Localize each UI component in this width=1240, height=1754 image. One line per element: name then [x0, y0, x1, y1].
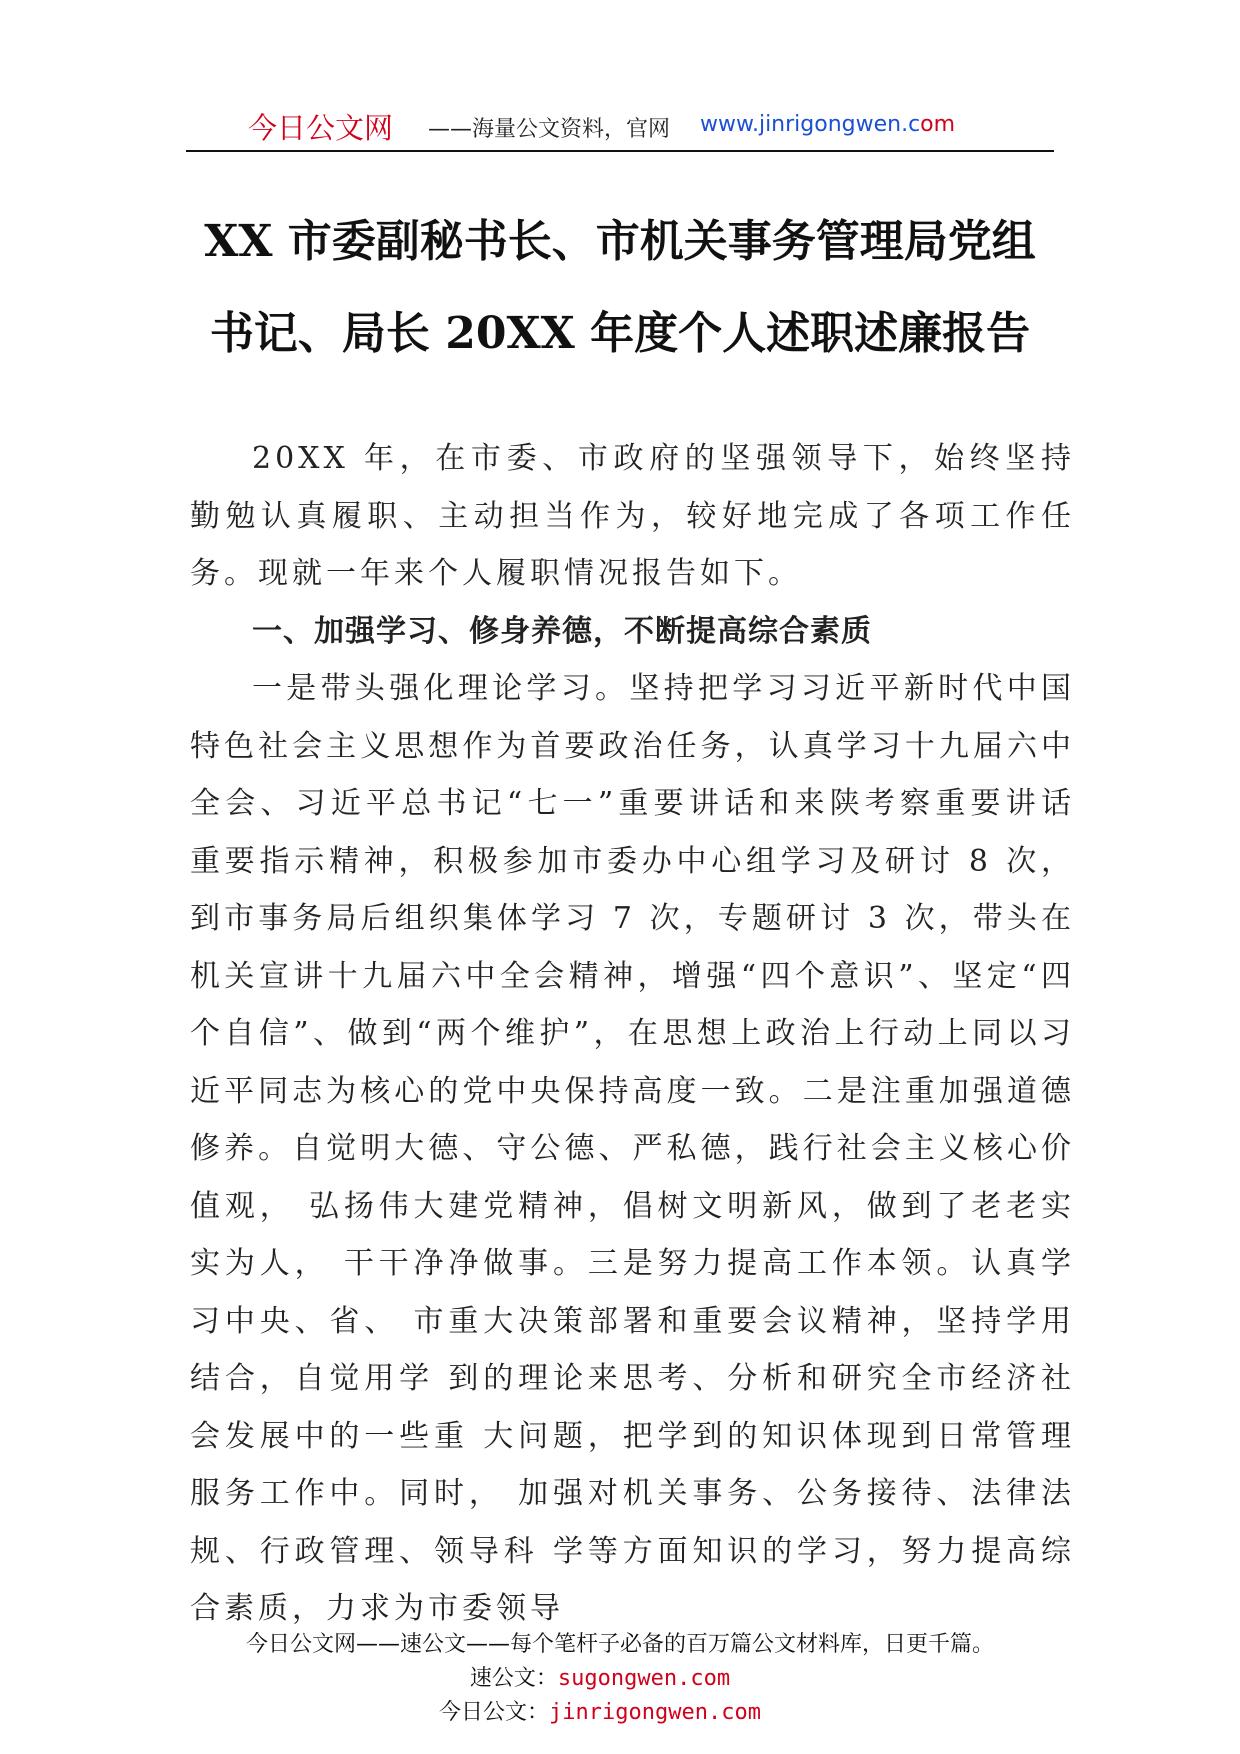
title-line-2: 书记、局长 20XX 年度个人述职述廉报告: [209, 308, 1031, 359]
site-url-tld: om: [920, 112, 956, 137]
footer-slogan: 今日公文网——速公文——每个笔杆子必备的百万篇公文材料库，日更千篇。: [245, 1632, 994, 1657]
page-footer: [0, 1628, 1240, 1730]
site-tagline: ——海量公文资料，官网: [428, 117, 671, 142]
footer-jinrigongwen-label: 今日公文：: [439, 1700, 550, 1725]
footer-jinrigongwen-row: [0, 1696, 1220, 1730]
title-line-1: XX 市委副秘书长、市机关事务管理局党组: [204, 216, 1036, 267]
document-title: [150, 196, 1090, 380]
document-body: [190, 430, 1075, 1638]
footer-sugongwen-label: 速公文：: [469, 1666, 558, 1691]
site-brand[interactable]: 今日公文网: [248, 111, 394, 145]
section-1-paragraph: 一是带头强化理论学习。坚持把学习习近平新时代中国特色社会主义思想作为首要政治任务，认真学习十九届六中全会、习近平总书记“七一”重要讲话和来陕考察重要讲话重要指示精神，积极参加市委办中心组学习及研讨 8 次，到市事务局后组织集体学习 7 次，专题研讨 3 次，带头在机关宣讲十九届六中全会精神，增强“四个意识”、坚定“四个自信”、做到“两个维护”，在思想上政治上行动上同以习近平同志为核心的党中央保持高度一致。二是注重加强道德修养。自觉明大德、守公德、严私德，践行社会主义核心价值观， 弘扬伟大建党精神，倡树文明新风，做到了老老实实为人， 干干净净做事。三是努力提高工作本领。认真学习中央、省、 市重大决策部署和重要会议精神，坚持学用结合，自觉用学 到的理论来思考、分析和研究全市经济社会发展中的一些重 大问题，把学到的知识体现到日常管理服务工作中。同时， 加强对机关事务、公务接待、法律法规、行政管理、领导科 学等方面知识的学习，努力提高综合素质，力求为市委领导: [190, 671, 1075, 1626]
intro-paragraph: 20XX 年，在市委、市政府的坚强领导下，始终坚持勤勉认真履职、主动担当作为，较好地完成了各项工作任务。现就一年来个人履职情况报告如下。: [190, 441, 1075, 591]
footer-jinrigongwen-link[interactable]: jinrigongwen.com: [549, 1700, 761, 1725]
site-url-link[interactable]: [700, 112, 955, 137]
footer-sugongwen-link[interactable]: sugongwen.com: [557, 1666, 731, 1691]
page-header: [186, 104, 1054, 152]
section-heading-1: 一、加强学习、修身养德，不断提高综合素质: [252, 613, 872, 649]
site-url-main: www.jinrigongwen.c: [700, 112, 921, 137]
footer-sugongwen-row: [0, 1662, 1220, 1696]
